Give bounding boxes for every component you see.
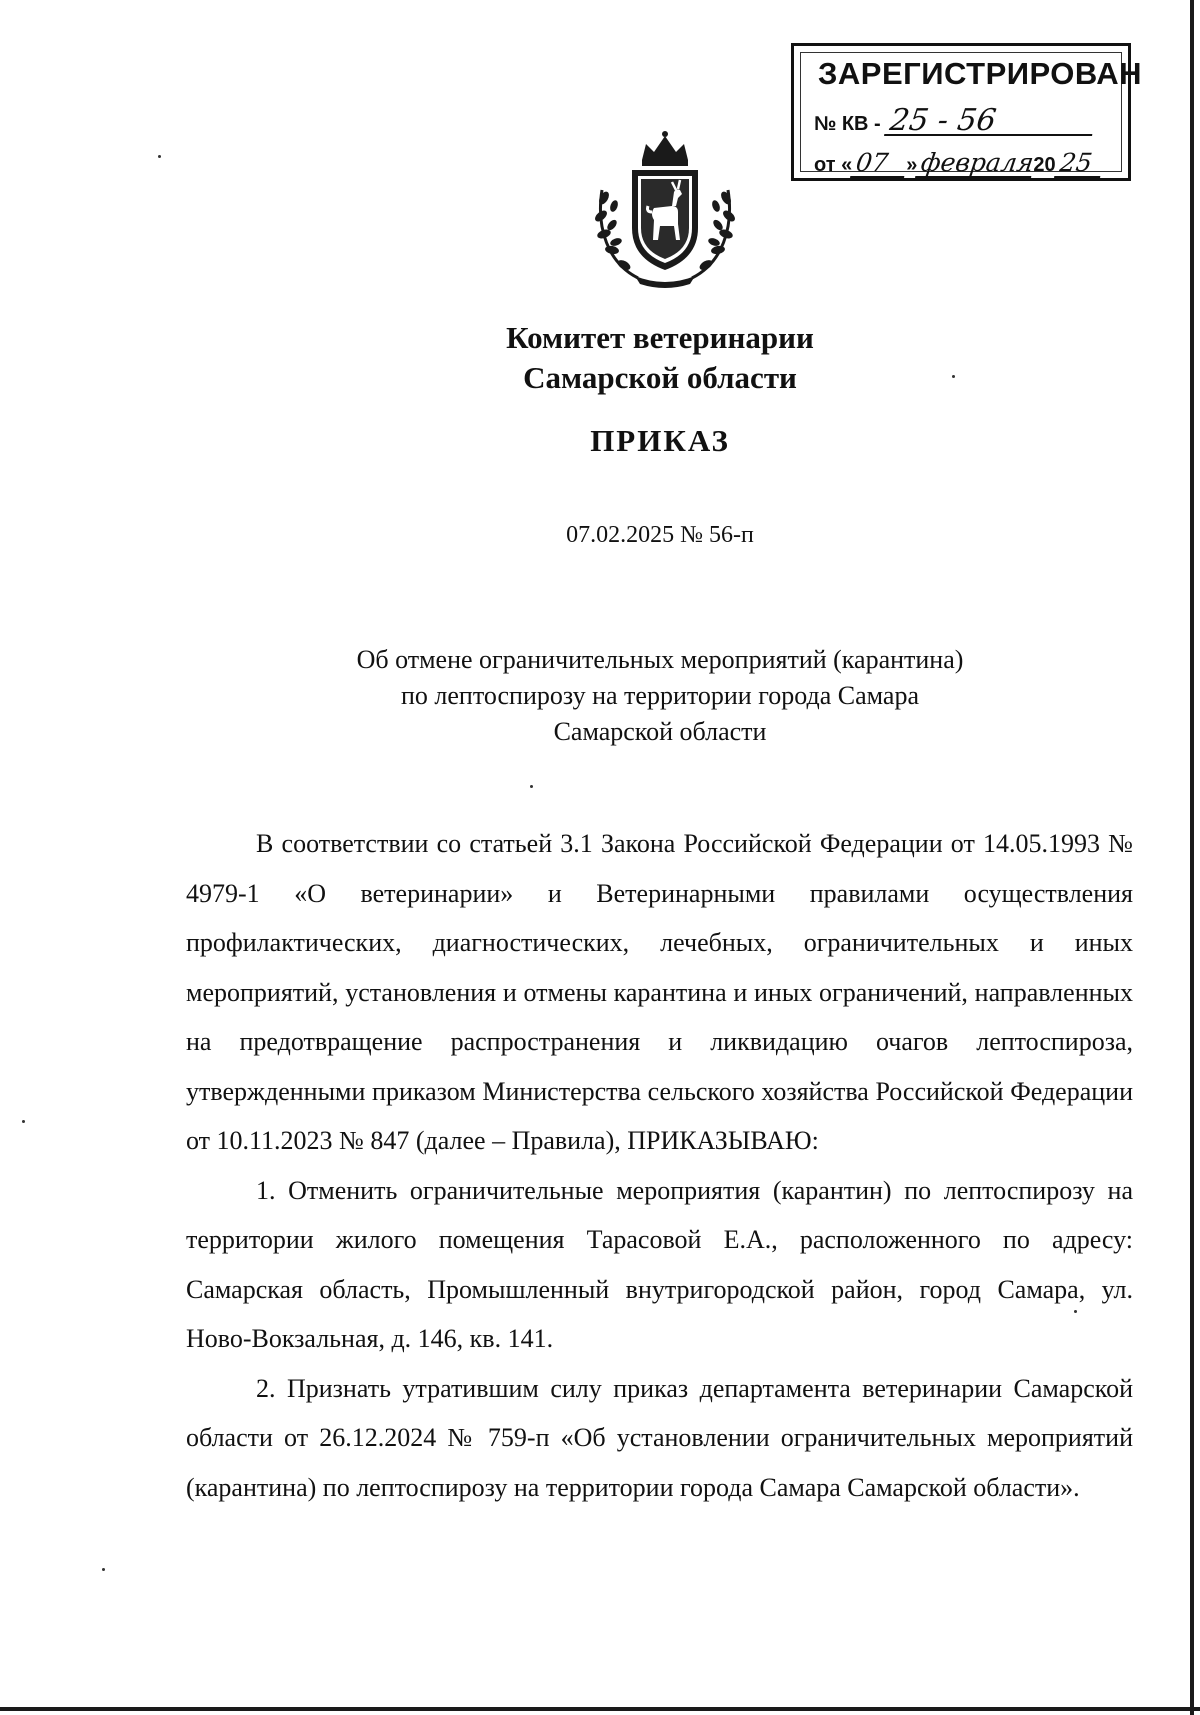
scan-speck — [530, 785, 533, 788]
body-item-2: 2. Признать утратившим силу приказ департамента ветеринарии Самарской области от 26.12.2024 № 759-п «Об установлении ограничительных мероприятий (карантина) по лептоспирозу на территории города Самара Самарской области». — [186, 1373, 1133, 1502]
stamp-number-label: № КВ - — [814, 113, 881, 135]
stamp-month-handwritten: февраля — [915, 150, 1035, 178]
stamp-number-row — [814, 103, 1094, 138]
stamp-from-label: от « — [814, 154, 853, 176]
stamp-year-prefix: 20 — [1033, 154, 1056, 176]
stamp-date-row — [814, 150, 1102, 178]
document-type: ПРИКАЗ — [590, 423, 730, 458]
document-subject — [0, 642, 1200, 750]
scan-speck — [102, 1568, 105, 1571]
stamp-year-handwritten: 25 — [1054, 150, 1104, 178]
registration-stamp — [791, 43, 1143, 181]
body-item-1: 1. Отменить ограничительные мероприятия (карантин) по лептоспирозу на территории жилого помещения Тарасовой Е.А., расположенного по адресу: Самарская область, Промышленный внутригородской район, город Самара, ул. Ново-Вокзальная, д. 146, кв. 141. — [186, 1175, 1133, 1353]
scan-speck — [158, 155, 161, 158]
scan-speck — [22, 1120, 25, 1123]
stamp-title: ЗАРЕГИСТРИРОВАН — [818, 56, 1143, 91]
stamp-quote-close: » — [906, 154, 918, 176]
document-date-number: 07.02.2025 № 56-п — [566, 522, 754, 548]
stamp-number-handwritten: 25 - 56 — [884, 108, 1096, 136]
organization-name-line1: Комитет ветеринарии — [506, 320, 814, 355]
subject-line2: по лептоспирозу на территории города Самара — [401, 681, 919, 710]
body-preamble: В соответствии со статьей 3.1 Закона Российской Федерации от 14.05.1993 № 4979-1 «О ветеринарии» и Ветеринарными правилами осуществления профилактических, диагностических, лечебных, ограничительных и иных мероприятий, установления и отмены карантина и иных ограничений, направленных на предотвращение распространения и ликвидацию очагов лептоспироза, утвержденными приказом Министерства сельского хозяйства Российской Федерации от 10.11.2023 № 847 (далее – Правила), ПРИКАЗЫВАЮ: — [186, 829, 1133, 1155]
scan-edge-bottom — [0, 1707, 1200, 1711]
subject-line3: Самарской области — [553, 717, 767, 746]
organization-name-line2: Самарской области — [523, 360, 797, 395]
document-body — [186, 819, 1133, 1512]
scan-edge-right — [1190, 0, 1194, 1715]
coat-of-arms-emblem — [590, 128, 740, 288]
organization-name — [0, 318, 1200, 398]
stamp-day-handwritten: 07 — [850, 150, 908, 178]
subject-line1: Об отмене ограничительных мероприятий (карантина) — [356, 645, 964, 674]
